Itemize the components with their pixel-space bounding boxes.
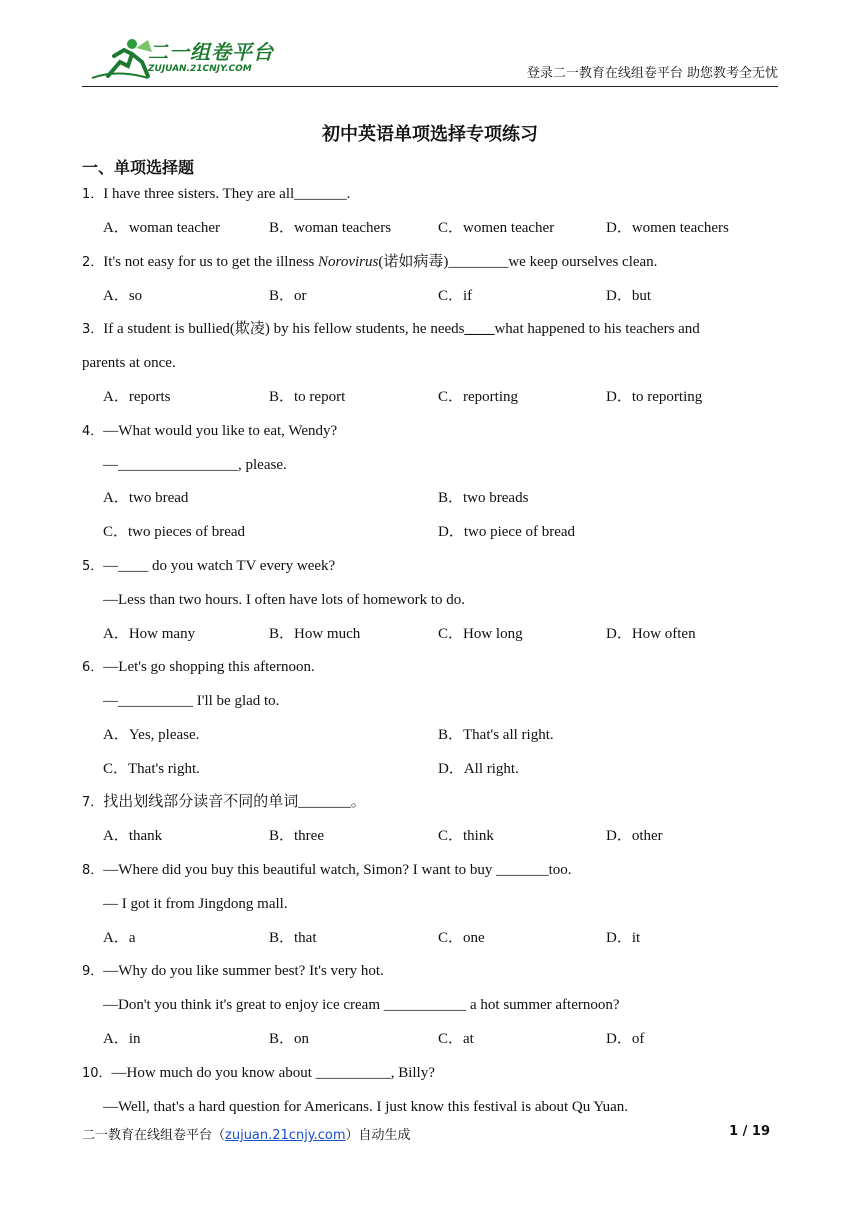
- question-text: —Where did you buy this beautiful watch, Simon? I want to buy _______too.: [103, 862, 572, 878]
- option-c: C．if: [438, 288, 473, 304]
- question-text: It's not easy for us to get the illness: [103, 254, 319, 270]
- question-number: 3．: [82, 322, 104, 337]
- question-8-dialogue: — I got it from Jingdong mall.: [103, 896, 288, 912]
- question-text-italic: Norovirus: [318, 254, 379, 270]
- footer-text: ）自动生成: [345, 1128, 411, 1143]
- question-4-dialogue: —________________, please.: [103, 457, 287, 473]
- question-3-stem: [82, 319, 700, 340]
- option-a: A．woman teacher: [103, 220, 221, 236]
- question-text: —Why do you like summer best? It's very hot.: [103, 963, 384, 979]
- option-a: A．How many: [103, 626, 196, 642]
- question-5-stem: [82, 556, 335, 577]
- question-number: 5．: [82, 559, 104, 574]
- option-d: D．to reporting: [606, 389, 703, 405]
- option-c: C．reporting: [438, 389, 518, 405]
- option-b: B．three: [269, 828, 324, 844]
- question-text: —____ do you watch TV every week?: [103, 558, 336, 574]
- question-2-stem: [82, 252, 657, 273]
- question-number: 1．: [82, 187, 104, 202]
- question-9-dialogue: —Don't you think it's great to enjoy ice cream ___________ a hot summer afternoon?: [103, 997, 620, 1013]
- question-1-stem: [82, 184, 350, 205]
- option-b: B．woman teachers: [269, 220, 392, 236]
- option-d: D．it: [606, 930, 641, 946]
- question-number: 6．: [82, 660, 104, 675]
- question-9-stem: [82, 961, 384, 982]
- option-b: B．That's all right.: [438, 727, 554, 743]
- page-header: [82, 34, 778, 87]
- option-b: B．two breads: [438, 490, 529, 506]
- question-text: 找出划线部分读音不同的单词_______。: [103, 794, 366, 810]
- question-text: (诺如病毒)________we keep ourselves clean.: [378, 254, 658, 270]
- option-c: C．women teacher: [438, 220, 555, 236]
- option-a: A．a: [103, 930, 136, 946]
- question-3-continued: parents at once.: [82, 355, 176, 371]
- question-text: I have three sisters. They are all_______.: [103, 186, 351, 202]
- option-b: B．How much: [269, 626, 361, 642]
- page-title: 初中英语单项选择专项练习: [322, 124, 538, 145]
- option-d: D．All right.: [438, 761, 519, 777]
- option-a: A．reports: [103, 389, 171, 405]
- option-c: C．at: [438, 1031, 474, 1047]
- option-d: D．How often: [606, 626, 696, 642]
- option-c: C．think: [438, 828, 494, 844]
- option-a: A．two bread: [103, 490, 189, 506]
- question-number: 10．: [82, 1066, 112, 1081]
- question-text: If a student is bullied(欺凌) by his fellow students, he needs: [103, 321, 465, 337]
- option-c: C．one: [438, 930, 485, 946]
- question-text: —How much do you know about __________, Billy?: [111, 1065, 435, 1081]
- question-6-stem: [82, 657, 315, 678]
- option-a: A．thank: [103, 828, 163, 844]
- footer-text: 二一教育在线组卷平台（: [82, 1128, 226, 1143]
- question-number: 2．: [82, 255, 104, 270]
- option-c: C．That's right.: [103, 761, 200, 777]
- header-slogan: 登录二一教育在线组卷平台 助您教考全无忧: [526, 66, 778, 81]
- option-a: A．Yes, please.: [103, 727, 200, 743]
- question-number: 9．: [82, 964, 104, 979]
- question-number: 4．: [82, 424, 104, 439]
- question-4-stem: [82, 421, 337, 442]
- option-d: D．but: [606, 288, 652, 304]
- question-5-dialogue: —Less than two hours. I often have lots of homework to do.: [103, 592, 466, 608]
- logo-title: 二一组卷平台: [148, 40, 274, 64]
- question-number: 8．: [82, 863, 104, 878]
- question-10-dialogue: —Well, that's a hard question for Americans. I just know this festival is about Qu Yuan.: [103, 1099, 629, 1115]
- question-6-dialogue: —__________ I'll be glad to.: [103, 693, 280, 709]
- option-d: D．other: [606, 828, 663, 844]
- footer-link[interactable]: zujuan.21cnjy.com: [225, 1128, 346, 1143]
- option-a: A．in: [103, 1031, 141, 1047]
- page-number: 1 / 19: [729, 1124, 770, 1139]
- footer-source: [82, 1124, 411, 1143]
- option-b: B．to report: [269, 389, 346, 405]
- question-8-stem: [82, 860, 572, 881]
- option-d: D．women teachers: [606, 220, 729, 236]
- option-b: B．that: [269, 930, 317, 946]
- question-10-stem: [82, 1063, 435, 1084]
- option-b: B．on: [269, 1031, 310, 1047]
- section-heading: 一、单项选择题: [82, 158, 195, 177]
- question-text: what happened to his teachers and: [494, 321, 700, 337]
- logo-subtitle: ZUJUAN.21CNJY.COM: [148, 64, 252, 74]
- option-c: C．two pieces of bread: [103, 524, 246, 540]
- answer-blank: ____: [464, 321, 495, 337]
- option-d: D．two piece of bread: [438, 524, 576, 540]
- question-text: —Let's go shopping this afternoon.: [103, 659, 315, 675]
- question-number: 7．: [82, 795, 104, 810]
- option-b: B．or: [269, 288, 307, 304]
- option-a: A．so: [103, 288, 143, 304]
- question-7-stem: [82, 792, 366, 813]
- question-text: —What would you like to eat, Wendy?: [103, 423, 338, 439]
- option-d: D．of: [606, 1031, 645, 1047]
- option-c: C．How long: [438, 626, 523, 642]
